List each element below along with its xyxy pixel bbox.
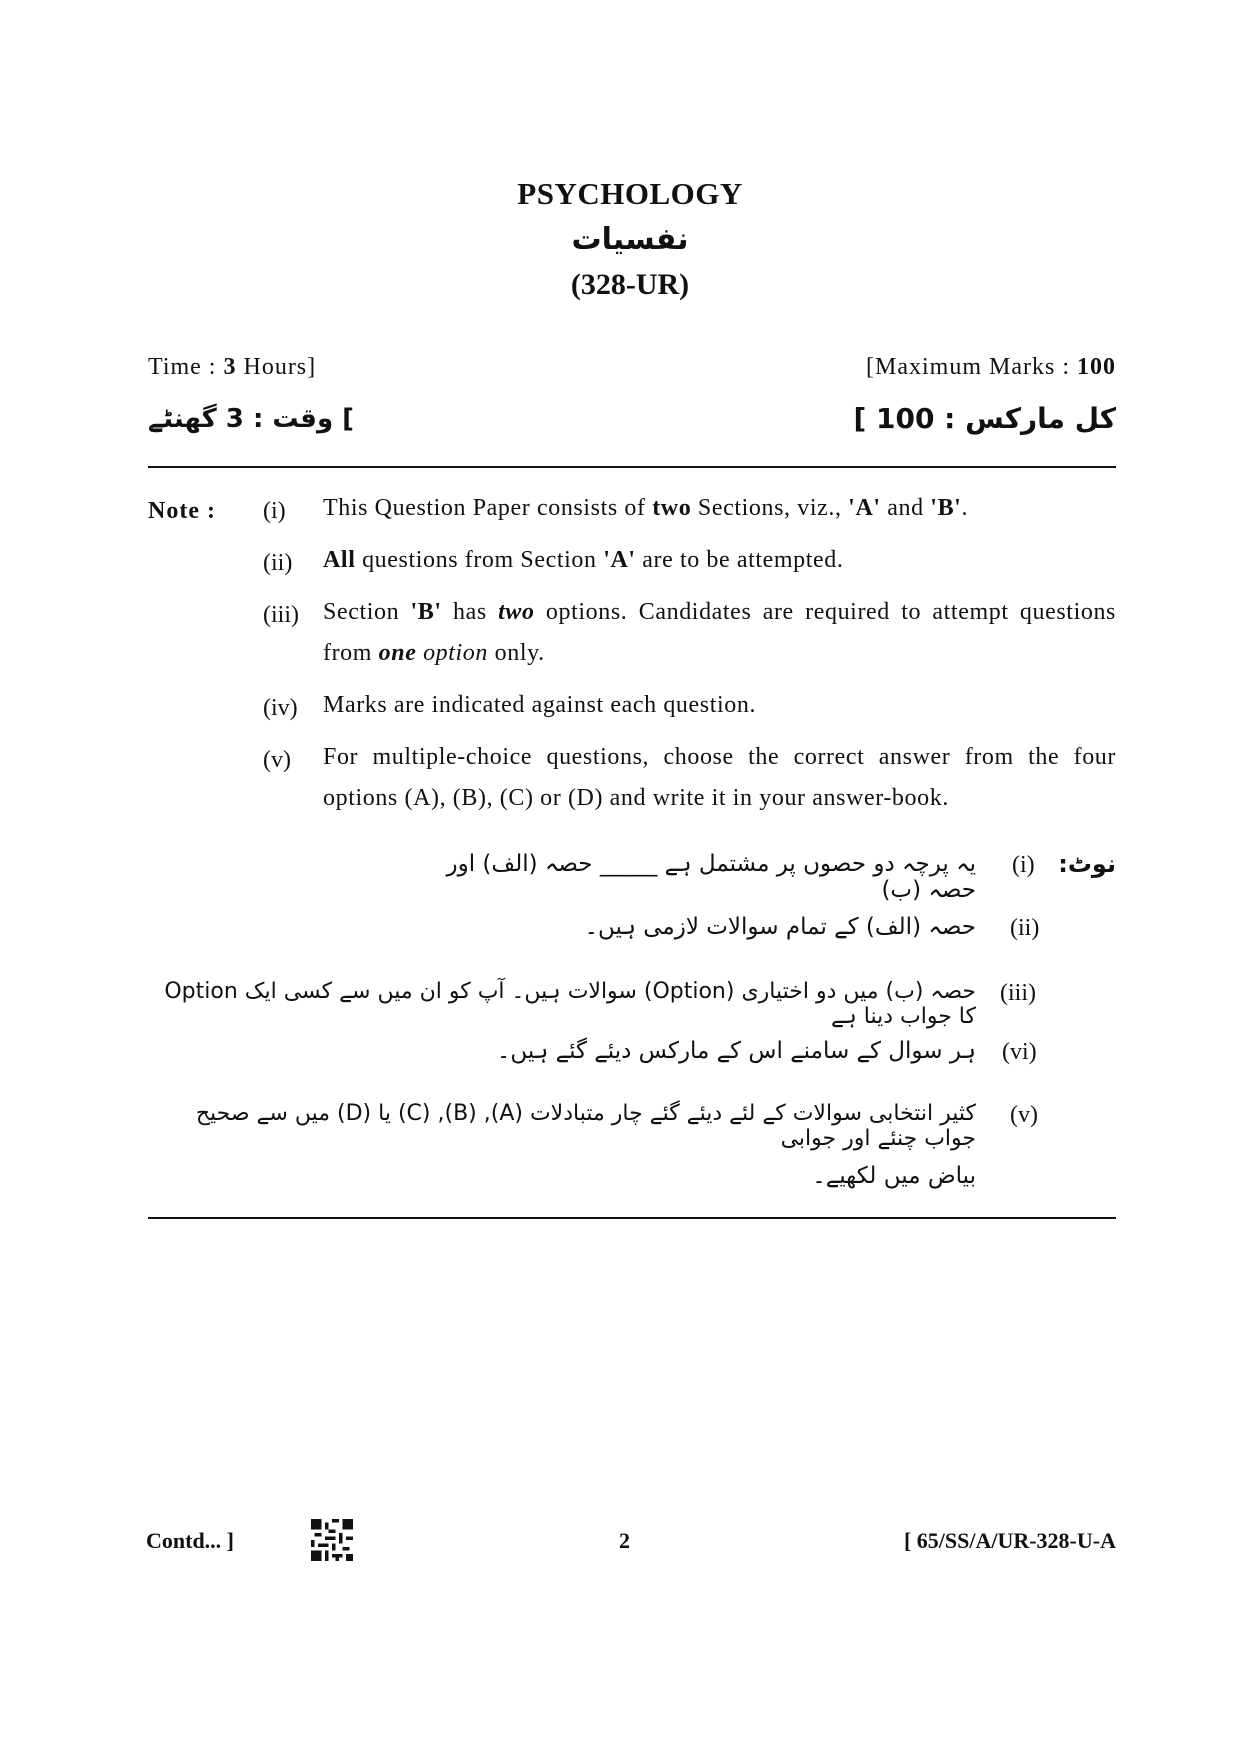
qr-code-icon [311,1519,353,1561]
time-label: Time : [148,354,224,380]
bottom-divider [148,1217,1116,1219]
note-item-number: (ii) [263,550,293,576]
urdu-item-number: (v) [1010,1102,1038,1128]
time-allowed [148,354,316,381]
maximum-marks [866,354,1116,381]
urdu-item-continuation: بیاض میں لکھیے۔ [812,1163,976,1189]
marks-label: [Maximum Marks : [866,354,1077,380]
subject-title-urdu: نفسیات [571,222,689,257]
note-item: Marks are indicated against each question. [323,692,757,718]
time-allowed-urdu: ] وقت : 3 گھنٹے [148,404,355,434]
note-item: This Question Paper consists of two Sections, viz., 'A' and 'B'. [323,495,969,521]
urdu-item: ہر سوال کے سامنے اس کے مارکس دیئے گئے ہیں۔ [496,1038,976,1064]
urdu-note-label: نوٹ: [1058,850,1116,878]
time-unit: Hours] [236,354,317,380]
marks-value: 100 [1077,354,1116,380]
note-item-number: (i) [263,498,286,524]
subject-title: PSYCHOLOGY [517,176,743,211]
urdu-item-number: (vi) [1002,1039,1037,1065]
urdu-item: حصہ (الف) کے تمام سوالات لازمی ہیں۔ [584,914,976,940]
urdu-item: حصہ (ب) میں دو اختیاری (Option) سوالات ہیں۔ آپ کو ان میں سے کسی ایک Option کا جواب دینا ہے [164,979,976,1029]
note-item: For multiple-choice questions, choose the correct answer from the four options (A), (B), (C) or (D) and write it in your answer-book. [323,744,1116,811]
paper-reference: [ 65/SS/A/UR-328-U-A [903,1528,1116,1553]
urdu-item-number: (i) [1012,852,1035,878]
note-item: Section 'B' has two options. Candidates are required to attempt questions from one option only. [323,599,1116,666]
top-divider [148,466,1116,468]
note-item-number: (iii) [263,602,299,628]
note-item-number: (v) [263,747,291,773]
note-item: All questions from Section 'A' are to be attempted. [323,547,844,573]
contd-label: Contd... ] [146,1528,235,1553]
time-value: 3 [223,354,237,380]
urdu-item-number: (ii) [1010,915,1040,941]
urdu-item: کثیر انتخابی سوالات کے لئے دیئے گئے چار متبادلات (A), (B), (C) یا (D) میں سے صحیح جواب چنئے اور جوابی [195,1101,976,1151]
note-item-number: (iv) [263,695,298,721]
page-number: 2 [619,1528,630,1553]
subject-code: (328-UR) [570,268,690,301]
urdu-item-number: (iii) [1000,980,1036,1006]
maximum-marks-urdu: کل مارکس : 100 ] [853,402,1116,435]
note-label: Note : [148,498,216,524]
urdu-item: یہ پرچہ دو حصوں پر مشتمل ہے _____ حصہ (الف) اور حصہ (ب) [446,851,976,903]
